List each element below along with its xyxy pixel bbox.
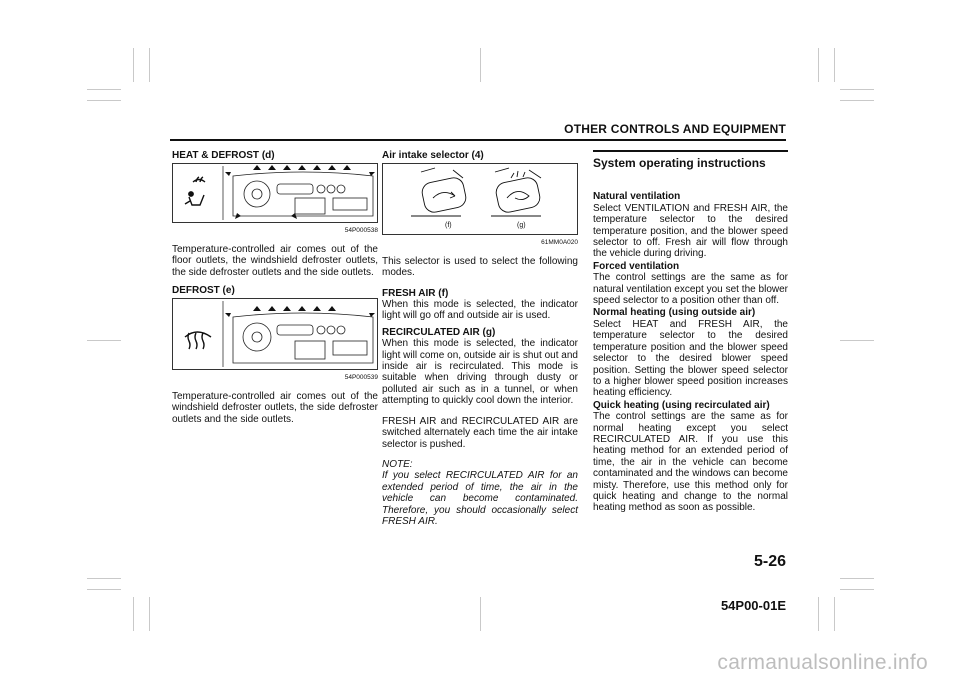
heat-defrost-mode-icon	[185, 177, 205, 205]
heat-defrost-heading: HEAT & DEFROST (d)	[172, 150, 275, 161]
normal-heading: Normal heating (using outside air)	[593, 307, 756, 319]
crop-mark	[834, 597, 835, 631]
figure-code: 54P000539	[344, 374, 378, 382]
crop-mark	[840, 89, 874, 90]
fresh-air-heading: FRESH AIR (f)	[382, 287, 449, 299]
fresh-air-button-icon	[411, 168, 468, 216]
defrost-figure	[172, 298, 378, 370]
defrost-heading: DEFROST (e)	[172, 285, 235, 297]
crop-mark	[149, 48, 150, 82]
quick-heading: Quick heating (using recirculated air)	[593, 399, 770, 411]
fresh-air-text: When this mode is selected, the indicator light will go off and outside air is used.	[382, 299, 578, 322]
forced-heading: Forced ventilation	[593, 260, 680, 272]
note-label: NOTE:	[382, 458, 413, 470]
normal-text: Select HEAT and FRESH AIR, the temperature selector to the desired temperature position and the blower speed selector to the desired blower speed position. Setting the blower speed selector to a higher blower speed position increases heating efficiency.	[593, 318, 788, 399]
airflow-arrows-icon	[225, 165, 375, 219]
page-number: 5-26	[753, 553, 786, 570]
section-title: System operating instructions	[593, 150, 788, 169]
crop-mark	[133, 597, 134, 631]
recirc-text: When this mode is selected, the indicator light will come on, outside air is shut out and inside air is recirculated. This mode is suitable when driving through dusty or polluted air such as in a tunnel, or when attempting to quickly cool down the interior.	[382, 338, 578, 407]
crop-mark	[87, 89, 121, 90]
crop-mark	[840, 578, 874, 579]
figure-label-f: (f)	[445, 222, 452, 230]
heat-defrost-text: Temperature-controlled air comes out of the floor outlets, the windshield defroster outlets, the side defroster outlets and the side outlets.	[172, 243, 378, 278]
figure-code: 61MM0A020	[541, 239, 578, 247]
recirc-heading: RECIRCULATED AIR (g)	[382, 326, 496, 338]
alternate-text: FRESH AIR and RECIRCULATED AIR are switched alternately each time the air intake selector is pushed.	[382, 415, 578, 450]
crop-mark	[818, 597, 819, 631]
quick-text: The control settings are the same as for normal heating except you select RECIRCULATED AIR. If you use this heating method for an extended period of time, the air in the vehicle can become contaminated and the windows can become misty. Therefore, use this method only for quick heating and change to the normal heating method as soon as possible.	[593, 411, 788, 514]
page-header-title: OTHER CONTROLS AND EQUIPMENT	[564, 122, 786, 136]
crop-mark	[840, 100, 874, 101]
crop-mark	[87, 578, 121, 579]
crop-mark	[480, 48, 481, 82]
crop-mark	[87, 340, 121, 341]
air-intake-heading: Air intake selector (4)	[382, 150, 484, 161]
crop-mark	[818, 48, 819, 82]
watermark: carmanualsonline.info	[717, 651, 928, 674]
note-text: If you select RECIRCULATED AIR for an extended period of time, the air in the vehicle can become contaminated. Therefore, you should occasionally select FRESH AIR.	[382, 470, 578, 527]
crop-mark	[87, 100, 121, 101]
model-code: 54P00-01E	[720, 598, 786, 613]
crop-mark	[840, 589, 874, 590]
crop-mark	[840, 340, 874, 341]
defrost-text: Temperature-controlled air comes out of the windshield defroster outlets, the side defroster outlets and the side outlets.	[172, 390, 378, 425]
intro-text: This selector is used to select the following modes.	[382, 255, 578, 279]
natural-text: Select VENTILATION and FRESH AIR, the temperature selector to the desired temperature position, and the blower speed selector to off. Fresh air will flow through the vehicle during driving.	[593, 202, 788, 260]
recirculated-air-button-icon	[491, 168, 542, 216]
heat-defrost-figure	[172, 163, 378, 223]
forced-text: The control settings are the same as for natural ventilation except you set the blower speed selector to a position other than off.	[593, 272, 788, 307]
air-intake-figure	[382, 163, 578, 235]
column-right	[593, 150, 788, 514]
header-rule	[170, 139, 786, 141]
crop-mark	[133, 48, 134, 82]
figure-label-g: (g)	[517, 222, 526, 230]
dashboard-illustration	[233, 313, 373, 363]
crop-mark	[480, 597, 481, 631]
dashboard-illustration	[233, 172, 373, 216]
column-left	[172, 150, 378, 425]
crop-mark	[834, 48, 835, 82]
natural-heading: Natural ventilation	[593, 191, 681, 203]
crop-mark	[149, 597, 150, 631]
crop-mark	[87, 589, 121, 590]
column-middle	[382, 150, 578, 527]
defroster-icon	[185, 332, 211, 349]
figure-code: 54P000538	[344, 227, 378, 235]
